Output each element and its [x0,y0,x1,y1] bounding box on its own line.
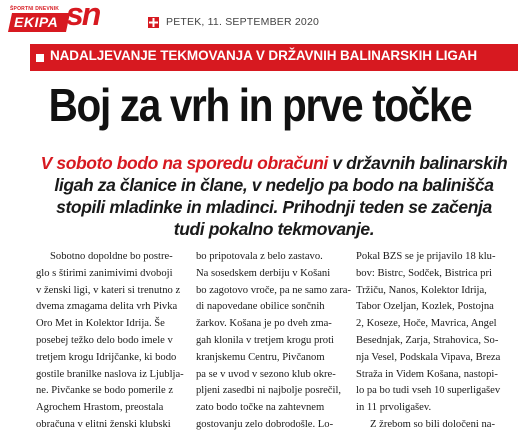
body-line: bo pripotovala z belo zastavo. [196,251,323,262]
body-line: Tržiču, Nanos, Kolektor Idrija, [356,284,487,296]
body-line: gostovanju zelo dobrodošle. Lo- [196,418,334,430]
logo-wordmark: EKIPA [14,14,59,30]
body-line: gostile branilke naslova iz Ljublja- [36,368,184,380]
body-line: Oro Met in Kolektor Idrija. Še [36,318,165,330]
square-bullet-icon [36,54,44,62]
body-line: di napovedane obilice sončnih [196,301,325,313]
body-line: ne. Pivčanke se bodo pomerile z [36,385,174,397]
body-line: pa se v uvod v sezono klub okre- [196,368,336,380]
body-line: in 11 prvoligašev. [356,402,432,414]
article-kicker: NADALJEVANJE TEKMOVANJA V DRŽAVNIH BALINARSKIH LIGAH [50,48,478,63]
body-line: 2, Koseze, Hoče, Mavrica, Angel [356,318,497,330]
body-line: Sobotno dopoldne bo postre- [50,251,173,262]
article-headline: Boj za vrh in prve točke [48,79,472,131]
body-line: Besednjak, Zarja, Strahovica, So- [356,334,499,346]
body-line: lo pa bo tudi vseh 10 superligašev [356,385,501,397]
body-line: Pokal BZS se je prijavilo 18 klu- [356,251,496,262]
body-line: Na sosedskem derbiju v Košani [196,267,331,279]
body-line: Stražа in Videm Košana, nastopi- [356,368,498,380]
body-line: bov: Bistrc, Sodček, Bistrica pri [356,267,492,279]
issue-date: PETEK, 11. SEPTEMBER 2020 [166,16,320,28]
body-column-2 [196,249,352,434]
article-lead [40,152,508,240]
lead-highlight: V soboto bodo na sporedu obračuni [40,153,328,173]
body-line: žarkov. Košana je po dveh zma- [196,318,332,330]
body-line: dvema zmagama delita vrh Pivka [36,301,178,313]
masthead [0,0,520,40]
logo-sn-mark: sn [66,0,100,32]
body-line: bo zagotovo vroče, pa ne samo zara- [196,284,352,296]
body-line: v ženski ligi, v kateri si trenutno z [36,284,181,296]
body-line: obračuna v elitni ženski klubski [36,418,171,430]
body-line: zato bodo točke na zahtevnem [196,402,325,414]
body-line: pljeni zasedbi ni najbolje posrečil, [196,385,342,397]
body-line: glo s štirimi zanimivimi dvoboji [36,267,173,279]
body-column-3 [356,249,508,434]
body-line: tretjem krogu Idrijčanke, ki bodo [36,351,177,363]
body-line: gah klonila v tretjem krogu proti [196,334,334,346]
body-line: kranjskemu Centru, Pivčanom [196,351,325,363]
cross-icon [148,17,159,28]
logo-tagline: ŠPORTNI DNEVNIK [10,6,60,12]
body-line: Tabor Ozeljan, Kozlek, Postojna [356,301,494,313]
body-line: Agrochem Hrastom, preostala [36,402,164,414]
body-column-1 [36,249,184,434]
body-line: Z žrebom so bili določeni na- [370,418,496,430]
lead-text: v državnih balinarskih ligah za članice in člane, v nedeljo pa bodo na balinišča stopili mladinke in mladinci. Prihodnji teden se začenja tudi pokalno tekmovanje. [54,153,508,239]
body-line: nja Vesel, Podskala Vipava, Breza [356,351,501,363]
body-line: posebej težko delo bodo imele v [36,334,173,346]
